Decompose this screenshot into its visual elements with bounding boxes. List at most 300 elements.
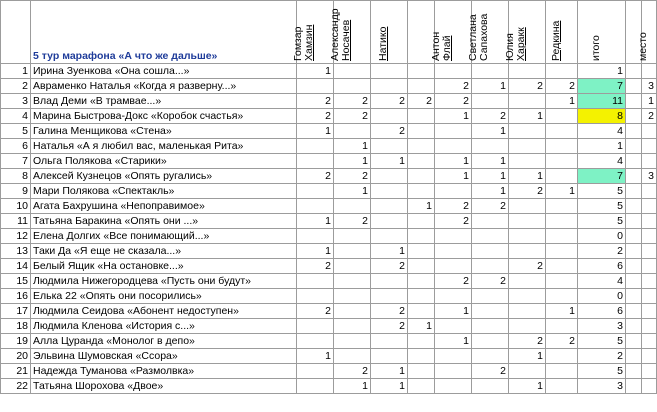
row-name[interactable]: Людмила Нижегородцева «Пусть они будут» [31,274,297,289]
score-cell[interactable] [546,289,578,304]
score-cell[interactable] [408,274,435,289]
score-cell[interactable] [472,349,509,364]
row-name[interactable]: Галина Менщикова «Стена» [31,124,297,139]
header-cell-6[interactable] [467,1,509,64]
score-cell[interactable] [626,154,642,169]
score-cell[interactable]: 1 [509,109,546,124]
score-cell[interactable] [408,214,435,229]
score-cell[interactable]: 1 [472,79,509,94]
score-cell[interactable] [435,289,472,304]
score-cell[interactable]: 2 [435,79,472,94]
score-cell[interactable]: 2 [371,94,408,109]
score-cell[interactable] [626,289,642,304]
score-cell[interactable] [642,139,657,154]
row-name[interactable]: Эльвина Шумовская «Ссора» [31,349,297,364]
header-cell-1[interactable] [292,1,334,64]
score-cell[interactable] [408,109,435,124]
row-name[interactable]: Влад Деми «В трамвае...» [31,94,297,109]
score-cell[interactable] [371,349,408,364]
score-cell[interactable]: 7 [578,169,626,184]
score-cell[interactable] [626,139,642,154]
score-cell[interactable]: 1 [334,184,371,199]
score-cell[interactable]: 2 [546,79,578,94]
sheet-title[interactable]: 5 тур марафона «А что же дальше» [31,1,297,64]
score-cell[interactable] [435,364,472,379]
score-cell[interactable]: 3 [642,79,657,94]
score-cell[interactable]: 5 [578,364,626,379]
score-cell[interactable]: 1 [408,319,435,334]
score-cell[interactable] [626,334,642,349]
score-cell[interactable] [509,274,546,289]
score-cell[interactable]: 2 [472,109,509,124]
score-cell[interactable] [546,139,578,154]
score-cell[interactable] [626,124,642,139]
score-cell[interactable]: 0 [578,229,626,244]
row-number[interactable]: 5 [1,124,31,139]
score-cell[interactable] [509,304,546,319]
score-cell[interactable] [371,229,408,244]
score-cell[interactable]: 7 [578,79,626,94]
score-cell[interactable] [408,124,435,139]
score-cell[interactable] [642,304,657,319]
score-cell[interactable]: 1 [435,109,472,124]
score-cell[interactable] [472,304,509,319]
score-cell[interactable]: 2 [371,124,408,139]
score-cell[interactable]: 1 [371,379,408,394]
score-cell[interactable]: 4 [578,124,626,139]
score-cell[interactable]: 1 [509,169,546,184]
score-cell[interactable] [371,79,408,94]
score-cell[interactable]: 2 [435,214,472,229]
score-cell[interactable] [435,379,472,394]
score-cell[interactable] [546,199,578,214]
row-number[interactable]: 22 [1,379,31,394]
score-cell[interactable]: 2 [546,334,578,349]
score-cell[interactable] [626,79,642,94]
score-cell[interactable] [334,274,371,289]
score-cell[interactable] [626,94,642,109]
row-name[interactable]: Алла Цуранда «Монолог в депо» [31,334,297,349]
score-cell[interactable]: 1 [297,349,334,364]
score-cell[interactable] [626,184,642,199]
score-cell[interactable] [435,259,472,274]
header-cell-3[interactable] [371,1,408,64]
score-cell[interactable]: 2 [371,304,408,319]
score-cell[interactable] [546,169,578,184]
row-number[interactable]: 21 [1,364,31,379]
row-number[interactable]: 8 [1,169,31,184]
score-cell[interactable] [642,229,657,244]
score-cell[interactable]: 2 [509,184,546,199]
score-cell[interactable] [334,304,371,319]
row-name[interactable]: Агата Бахрушина «Непоправимое» [31,199,297,214]
header-cell-5[interactable] [430,1,472,64]
score-cell[interactable]: 1 [509,349,546,364]
score-cell[interactable] [509,139,546,154]
score-cell[interactable] [546,64,578,79]
score-cell[interactable] [334,79,371,94]
score-cell[interactable]: 1 [334,154,371,169]
score-cell[interactable] [334,289,371,304]
score-cell[interactable]: 1 [371,154,408,169]
score-cell[interactable] [642,259,657,274]
score-cell[interactable] [334,229,371,244]
row-name[interactable]: Таки Да «Я еще не сказала...» [31,244,297,259]
score-cell[interactable]: 2 [578,349,626,364]
row-name[interactable]: Алексей Кузнецов «Опять ругались» [31,169,297,184]
score-cell[interactable] [546,124,578,139]
score-cell[interactable] [626,109,642,124]
score-cell[interactable] [642,364,657,379]
score-cell[interactable] [408,334,435,349]
score-cell[interactable]: 2 [509,79,546,94]
row-name[interactable]: Людмила Сеидова «Абонент недоступен» [31,304,297,319]
score-cell[interactable] [509,319,546,334]
score-cell[interactable] [297,289,334,304]
score-cell[interactable] [408,184,435,199]
score-cell[interactable] [626,244,642,259]
header-cell-2[interactable] [329,1,371,64]
score-cell[interactable] [509,214,546,229]
score-cell[interactable] [546,259,578,274]
header-cell-8[interactable] [546,1,578,64]
score-cell[interactable] [297,319,334,334]
row-number[interactable]: 4 [1,109,31,124]
score-cell[interactable]: 1 [578,64,626,79]
score-cell[interactable] [408,349,435,364]
score-cell[interactable] [297,184,334,199]
score-cell[interactable] [642,319,657,334]
score-cell[interactable]: 5 [578,199,626,214]
score-cell[interactable] [626,274,642,289]
score-cell[interactable] [334,259,371,274]
score-cell[interactable]: 3 [578,379,626,394]
score-cell[interactable] [435,349,472,364]
score-cell[interactable] [642,184,657,199]
row-name[interactable]: Ирина Зуенкова «Она сошла...» [31,64,297,79]
corner-cell[interactable] [1,1,31,64]
score-cell[interactable]: 1 [371,364,408,379]
score-cell[interactable] [626,304,642,319]
score-cell[interactable]: 1 [297,64,334,79]
row-name[interactable]: Елька 22 «Опять они посорились» [31,289,297,304]
score-cell[interactable]: 1 [435,169,472,184]
row-number[interactable]: 14 [1,259,31,274]
score-cell[interactable]: 2 [371,319,408,334]
score-cell[interactable] [472,379,509,394]
score-cell[interactable] [297,79,334,94]
score-cell[interactable] [546,109,578,124]
score-cell[interactable]: 1 [578,139,626,154]
score-cell[interactable] [472,94,509,109]
score-cell[interactable] [642,124,657,139]
score-cell[interactable] [408,259,435,274]
score-cell[interactable] [371,139,408,154]
row-name[interactable]: Белый Ящик «На остановке...» [31,259,297,274]
score-cell[interactable]: 1 [408,199,435,214]
score-cell[interactable]: 2 [297,304,334,319]
score-cell[interactable]: 5 [578,334,626,349]
score-cell[interactable] [546,274,578,289]
header-cell-11[interactable] [637,1,657,64]
score-cell[interactable] [472,259,509,274]
score-cell[interactable]: 3 [642,169,657,184]
score-cell[interactable] [626,319,642,334]
score-cell[interactable] [472,139,509,154]
score-cell[interactable] [297,274,334,289]
score-cell[interactable] [334,124,371,139]
score-cell[interactable] [371,289,408,304]
score-cell[interactable] [509,154,546,169]
row-number[interactable]: 17 [1,304,31,319]
score-cell[interactable] [472,64,509,79]
score-cell[interactable] [334,319,371,334]
table-row [1,199,657,214]
score-cell[interactable]: 2 [509,259,546,274]
score-cell[interactable] [371,334,408,349]
score-cell[interactable] [642,334,657,349]
score-cell[interactable]: 1 [546,94,578,109]
score-cell[interactable]: 1 [472,169,509,184]
row-number[interactable]: 18 [1,319,31,334]
score-cell[interactable] [472,229,509,244]
row-number[interactable]: 9 [1,184,31,199]
header-cell-9[interactable] [578,1,626,64]
score-cell[interactable] [509,364,546,379]
header-cell-7[interactable] [504,1,546,64]
score-cell[interactable]: 5 [578,184,626,199]
score-cell[interactable] [408,139,435,154]
score-cell[interactable] [371,274,408,289]
row-number[interactable]: 7 [1,154,31,169]
score-cell[interactable] [509,124,546,139]
score-cell[interactable]: 2 [334,169,371,184]
score-cell[interactable] [435,244,472,259]
score-cell[interactable]: 1 [297,124,334,139]
score-cell[interactable] [297,154,334,169]
score-cell[interactable] [626,199,642,214]
score-cell[interactable] [509,94,546,109]
score-cell[interactable]: 2 [578,244,626,259]
score-cell[interactable]: 11 [578,94,626,109]
score-cell[interactable]: 1 [334,139,371,154]
score-cell[interactable] [472,214,509,229]
score-cell[interactable]: 1 [297,214,334,229]
score-cell[interactable]: 1 [472,184,509,199]
score-cell[interactable]: 2 [297,94,334,109]
score-cell[interactable] [546,214,578,229]
row-name[interactable]: Наталья «А я любил вас, маленькая Рита» [31,139,297,154]
score-cell[interactable] [297,199,334,214]
score-cell[interactable]: 2 [472,199,509,214]
score-cell[interactable]: 1 [472,124,509,139]
score-cell[interactable] [408,244,435,259]
score-cell[interactable]: 2 [334,94,371,109]
score-cell[interactable] [297,364,334,379]
score-cell[interactable] [334,244,371,259]
score-cell[interactable] [642,154,657,169]
row-number[interactable]: 2 [1,79,31,94]
score-cell[interactable] [509,244,546,259]
score-cell[interactable]: 1 [435,304,472,319]
row-name[interactable]: Марина Быстрова-Докс «Коробок счастья» [31,109,297,124]
score-cell[interactable]: 6 [578,304,626,319]
score-cell[interactable] [334,199,371,214]
score-cell[interactable]: 6 [578,259,626,274]
score-cell[interactable] [509,199,546,214]
score-cell[interactable] [546,349,578,364]
row-number[interactable]: 20 [1,349,31,364]
score-cell[interactable]: 0 [578,289,626,304]
score-cell[interactable] [546,154,578,169]
score-cell[interactable]: 2 [334,109,371,124]
score-cell[interactable] [408,154,435,169]
score-cell[interactable] [408,364,435,379]
score-cell[interactable] [546,229,578,244]
row-number[interactable]: 1 [1,64,31,79]
score-cell[interactable] [435,64,472,79]
score-cell[interactable] [435,124,472,139]
score-cell[interactable]: 1 [546,304,578,319]
score-cell[interactable] [334,64,371,79]
score-cell[interactable]: 4 [578,274,626,289]
score-cell[interactable]: 1 [334,379,371,394]
score-cell[interactable]: 2 [371,259,408,274]
score-cell[interactable] [626,169,642,184]
score-cell[interactable] [408,64,435,79]
score-cell[interactable]: 2 [334,214,371,229]
row-number[interactable]: 15 [1,274,31,289]
score-cell[interactable]: 3 [578,319,626,334]
score-cell[interactable]: 1 [546,184,578,199]
row-name[interactable]: Надежда Туманова «Размолвка» [31,364,297,379]
row-name[interactable]: Мари Полякова «Спектакль» [31,184,297,199]
score-cell[interactable] [546,364,578,379]
score-cell[interactable] [297,334,334,349]
score-cell[interactable] [626,259,642,274]
header-text [638,32,649,61]
score-cell[interactable] [334,349,371,364]
score-cell[interactable]: 2 [435,274,472,289]
score-cell[interactable] [626,349,642,364]
score-cell[interactable] [408,379,435,394]
score-cell[interactable] [371,214,408,229]
score-cell[interactable] [371,64,408,79]
score-cell[interactable] [435,319,472,334]
row-number[interactable]: 11 [1,214,31,229]
score-cell[interactable]: 1 [472,154,509,169]
score-cell[interactable] [371,184,408,199]
row-name[interactable]: Татьяна Баракина «Опять они ...» [31,214,297,229]
score-cell[interactable] [371,199,408,214]
header-line: Носачев [340,19,352,61]
row-number[interactable]: 6 [1,139,31,154]
score-cell[interactable] [642,244,657,259]
score-cell[interactable] [509,289,546,304]
score-cell[interactable] [435,184,472,199]
score-cell[interactable] [626,229,642,244]
score-cell[interactable]: 2 [408,94,435,109]
score-cell[interactable] [642,214,657,229]
score-cell[interactable] [546,244,578,259]
score-cell[interactable] [472,244,509,259]
score-cell[interactable] [371,169,408,184]
row-name[interactable]: Ольга Полякова «Старики» [31,154,297,169]
score-cell[interactable] [642,289,657,304]
score-cell[interactable] [435,139,472,154]
score-cell[interactable]: 2 [509,334,546,349]
score-cell[interactable] [408,169,435,184]
row-number[interactable]: 12 [1,229,31,244]
score-cell[interactable] [626,364,642,379]
row-number[interactable]: 3 [1,94,31,109]
score-cell[interactable]: 2 [472,274,509,289]
row-name[interactable]: Татьяна Шорохова «Двое» [31,379,297,394]
score-cell[interactable]: 4 [578,154,626,169]
score-cell[interactable] [408,79,435,94]
score-cell[interactable]: 5 [578,214,626,229]
score-cell[interactable]: 1 [435,154,472,169]
score-cell[interactable] [642,199,657,214]
row-number[interactable]: 16 [1,289,31,304]
score-cell[interactable] [626,214,642,229]
score-cell[interactable] [642,64,657,79]
score-cell[interactable]: 2 [472,364,509,379]
row-number[interactable]: 19 [1,334,31,349]
score-cell[interactable] [509,229,546,244]
score-cell[interactable] [435,229,472,244]
score-cell[interactable]: 2 [435,199,472,214]
score-cell[interactable]: 2 [642,109,657,124]
score-cell[interactable] [626,64,642,79]
score-cell[interactable] [546,319,578,334]
score-cell[interactable] [297,379,334,394]
score-cell[interactable]: 2 [334,364,371,379]
score-cell[interactable] [408,304,435,319]
score-cell[interactable] [509,64,546,79]
score-cell[interactable] [334,334,371,349]
score-cell[interactable] [472,334,509,349]
score-cell[interactable]: 2 [297,109,334,124]
score-cell[interactable]: 2 [435,94,472,109]
score-cell[interactable] [642,274,657,289]
score-cell[interactable] [297,139,334,154]
score-cell[interactable] [371,109,408,124]
score-cell[interactable]: 2 [297,169,334,184]
score-cell[interactable] [642,349,657,364]
score-cell[interactable]: 1 [297,244,334,259]
row-number[interactable]: 10 [1,199,31,214]
score-cell[interactable]: 1 [371,244,408,259]
score-cell[interactable] [626,379,642,394]
score-cell[interactable] [642,379,657,394]
score-cell[interactable] [408,229,435,244]
score-cell[interactable] [546,379,578,394]
score-cell[interactable]: 8 [578,109,626,124]
score-cell[interactable]: 1 [642,94,657,109]
row-name[interactable]: Людмила Кленова «История с...» [31,319,297,334]
row-name[interactable]: Авраменко Наталья «Когда я разверну...» [31,79,297,94]
score-cell[interactable]: 2 [297,259,334,274]
row-number[interactable]: 13 [1,244,31,259]
score-cell[interactable] [472,289,509,304]
score-cell[interactable] [472,319,509,334]
score-cell[interactable]: 1 [509,379,546,394]
score-cell[interactable] [297,229,334,244]
score-cell[interactable] [408,289,435,304]
row-name[interactable]: Елена Долгих «Все понимающий...» [31,229,297,244]
score-cell[interactable]: 1 [435,334,472,349]
